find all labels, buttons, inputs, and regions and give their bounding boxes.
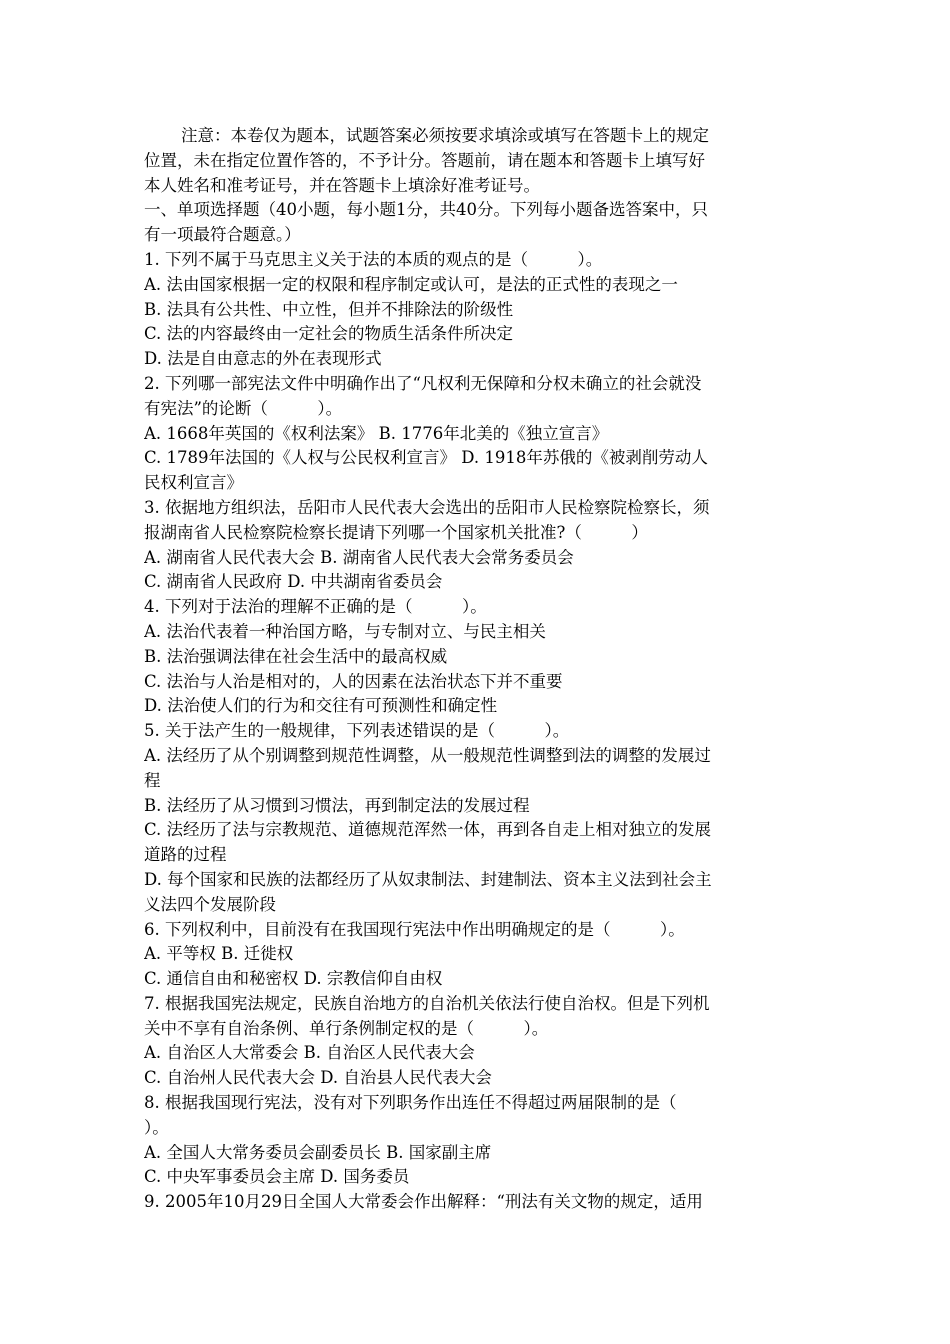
question-stem: ）。 bbox=[144, 1117, 169, 1137]
notice-line: 本人姓名和准考证号，并在答题卡上填涂好准考证号。 bbox=[144, 175, 540, 195]
question-item bbox=[144, 248, 810, 372]
document-page bbox=[144, 124, 810, 1215]
answer-option: D. 法治使人们的行为和交往有可预测性和确定性 bbox=[144, 696, 498, 716]
question-stem: 3. 依据地方组织法，岳阳市人民代表大会选出的岳阳市人民检察院检察长，须 bbox=[144, 497, 710, 517]
question-stem: 有宪法”的论断（ ）。 bbox=[144, 398, 343, 418]
question-stem: 关中不享有自治条例、单行条例制定权的是（ ）。 bbox=[144, 1018, 549, 1038]
answer-option: A. 湖南省人民代表大会 B. 湖南省人民代表大会常务委员会 bbox=[144, 547, 574, 567]
answer-option: D. 每个国家和民族的法都经历了从奴隶制法、封建制法、资本主义法到社会主 bbox=[144, 869, 712, 889]
answer-option: B. 法治强调法律在社会生活中的最高权威 bbox=[144, 646, 448, 666]
question-stem: 报湖南省人民检察院检察长提请下列哪一个国家机关批准?（ ） bbox=[144, 522, 648, 542]
question-stem: 8. 根据我国现行宪法，没有对下列职务作出连任不得超过两届限制的是（ bbox=[144, 1093, 677, 1113]
section-title-line: 一、单项选择题（40小题，每小题1分，共40分。下列每小题备选答案中，只 bbox=[144, 200, 708, 220]
question-item bbox=[144, 1190, 810, 1215]
question-stem: 1. 下列不属于马克思主义关于法的本质的观点的是（ ）。 bbox=[144, 249, 603, 269]
answer-option: A. 法由国家根据一定的权限和程序制定或认可，是法的正式性的表现之一 bbox=[144, 274, 678, 294]
question-stem: 4. 下列对于法治的理解不正确的是（ ）。 bbox=[144, 597, 487, 617]
question-item bbox=[144, 595, 810, 719]
question-list bbox=[144, 248, 810, 1215]
question-stem: 2. 下列哪一部宪法文件中明确作出了“凡权利无保障和分权未确立的社会就没 bbox=[144, 373, 702, 393]
answer-option: B. 法具有公共性、中立性，但并不排除法的阶级性 bbox=[144, 299, 514, 319]
answer-option: A. 法经历了从个别调整到规范性调整，从一般规范性调整到法的调整的发展过 bbox=[144, 745, 711, 765]
section-title-line: 有一项最符合题意。） bbox=[144, 225, 301, 245]
question-item bbox=[144, 918, 810, 992]
question-item bbox=[144, 1091, 810, 1190]
question-item bbox=[144, 496, 810, 595]
answer-option: 民权利宣言》 bbox=[144, 473, 243, 493]
answer-option: C. 自治州人民代表大会 D. 自治县人民代表大会 bbox=[144, 1068, 492, 1088]
answer-option: 义法四个发展阶段 bbox=[144, 894, 276, 914]
answer-option: 道路的过程 bbox=[144, 845, 227, 865]
answer-option: 程 bbox=[144, 770, 161, 790]
answer-option: C. 法治与人治是相对的，人的因素在法治状态下并不重要 bbox=[144, 671, 563, 691]
notice-line: 位置，未在指定位置作答的，不予计分。答题前，请在题本和答题卡上填写好 bbox=[144, 150, 705, 170]
answer-option: A. 自治区人大常委会 B. 自治区人民代表大会 bbox=[144, 1043, 475, 1063]
answer-option: C. 1789年法国的《人权与公民权利宣言》 D. 1918年苏俄的《被剥削劳动人 bbox=[144, 448, 708, 468]
answer-option: A. 1668年英国的《权利法案》 B. 1776年北美的《独立宣言》 bbox=[144, 423, 609, 443]
notice-line: 注意：本卷仅为题本，试题答案必须按要求填涂或填写在答题卡上的规定 bbox=[181, 126, 709, 145]
question-stem: 6. 下列权利中，目前没有在我国现行宪法中作出明确规定的是（ ）。 bbox=[144, 919, 685, 939]
answer-option: A. 法治代表着一种治国方略，与专制对立、与民主相关 bbox=[144, 621, 546, 641]
answer-option: C. 法经历了法与宗教规范、道德规范浑然一体，再到各自走上相对独立的发展 bbox=[144, 820, 712, 840]
answer-option: C. 中央军事委员会主席 D. 国务委员 bbox=[144, 1167, 410, 1187]
answer-option: A. 平等权 B. 迁徙权 bbox=[144, 944, 294, 964]
question-item bbox=[144, 992, 810, 1091]
answer-option: C. 湖南省人民政府 D. 中共湖南省委员会 bbox=[144, 572, 443, 592]
answer-option: A. 全国人大常务委员会副委员长 B. 国家副主席 bbox=[144, 1142, 492, 1162]
question-stem: 7. 根据我国宪法规定，民族自治地方的自治机关依法行使自治权。但是下列机 bbox=[144, 993, 710, 1013]
question-stem: 5. 关于法产生的一般规律，下列表述错误的是（ ）。 bbox=[144, 721, 570, 741]
answer-option: C. 通信自由和秘密权 D. 宗教信仰自由权 bbox=[144, 969, 443, 989]
answer-option: D. 法是自由意志的外在表现形式 bbox=[144, 349, 382, 369]
question-item bbox=[144, 372, 810, 496]
answer-option: B. 法经历了从习惯到习惯法，再到制定法的发展过程 bbox=[144, 795, 530, 815]
question-item bbox=[144, 719, 810, 917]
answer-option: C. 法的内容最终由一定社会的物质生活条件所决定 bbox=[144, 324, 514, 344]
section-title bbox=[144, 198, 810, 248]
exam-notice bbox=[144, 124, 810, 198]
question-stem: 9. 2005年10月29日全国人大常委会作出解释：“刑法有关文物的规定，适用 bbox=[144, 1192, 703, 1212]
